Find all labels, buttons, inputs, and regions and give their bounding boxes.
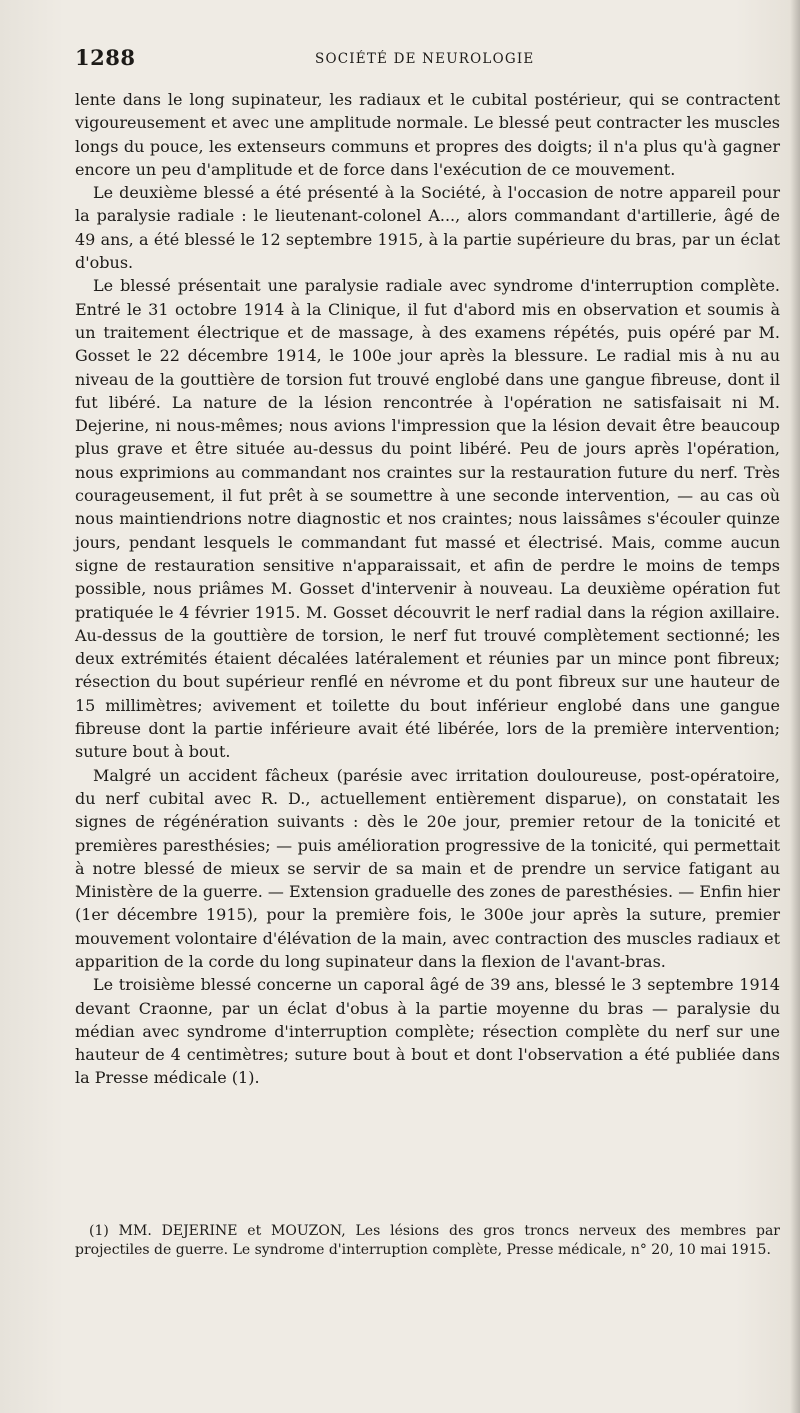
body-text: [75, 88, 780, 1090]
footnote: [75, 1222, 780, 1261]
page-number: 1288: [75, 45, 136, 70]
paragraph-case-history: Le blessé présentait une paralysie radiale avec syndrome d'interruption complète. Entré le 31 octobre 1914 à la Clinique, il fut d'abord mis en observation et soumis à un traitement électrique et de massage, à des examens répétés, puis opéré par M. Gosset le 22 décembre 1914, le 100e jour après la blessure. Le radial mis à nu au niveau de la gouttière de torsion fut trouvé englobé dans une gangue fibreuse, dont il fut libéré. La nature de la lésion rencontrée à l'opération ne satisfaisait ni M. Dejerine, ni nous-mêmes; nous avions l'impression que la lésion devait être beaucoup plus grave et être située au-dessus du point libéré. Peu de jours après l'opération, nous exprimions au commandant nos craintes sur la restauration future du nerf. Très courageusement, il fut prêt à se soumettre à une seconde intervention, — au cas où nous maintiendrions notre diagnostic et nos craintes; nous laissâmes s'écouler quinze jours, pendant lesquels le commandant fut massé et électrisé. Mais, comme aucun signe de restauration sensitive n'apparaissait, et afin de perdre le moins de temps possible, nous priâmes M. Gosset d'intervenir à nouveau. La deuxième opération fut pratiquée le 4 février 1915. M. Gosset découvrit le nerf radial dans la région axillaire. Au-dessus de la gouttière de torsion, le nerf fut trouvé complètement sectionné; les deux extrémités étaient décalées latéralement et réunies par un mince pont fibreux; résection du bout supérieur renflé en névrome et du pont fibreux sur une hauteur de 15 millimètres; avivement et toilette du bout inférieur englobé dans une gangue fibreuse dont la partie inférieure avait été libérée, lors de la première intervention; suture bout à bout.: [75, 276, 780, 762]
footnote-text: (1) MM. DEJERINE et MOUZON, Les lésions des gros troncs nerveux des membres par projectiles de guerre. Le syndrome d'interruption complète, Presse médicale, n° 20, 10 mai 1915.: [75, 1223, 780, 1259]
paragraph-third-patient: Le troisième blessé concerne un caporal âgé de 39 ans, blessé le 3 septembre 1914 devant Craonne, par un éclat d'obus à la partie moyenne du bras — paralysie du médian avec syndrome d'interruption complète; résection complète du nerf sur une hauteur de 4 centimètres; suture bout à bout et dont l'observation a été publiée dans la Presse médicale (1).: [75, 975, 780, 1088]
page-edge-shadow: [790, 0, 800, 1413]
paragraph-second-patient: Le deuxième blessé a été présenté à la Société, à l'occasion de notre appareil pour la paralysie radiale : le lieutenant-colonel A..., alors commandant d'artillerie, âgé de 49 ans, a été blessé le 12 septembre 1915, à la partie supérieure du bras, par un éclat d'obus.: [75, 183, 780, 273]
page-header: [75, 45, 780, 75]
paragraph-regeneration: Malgré un accident fâcheux (parésie avec irritation douloureuse, post-opératoire, du nerf cubital avec R. D., actuellement entièrement disparue), on constatait les signes de régénération suivants : dès le 20e jour, premier retour de la tonicité et premières paresthésies; — puis amélioration progressive de la tonicité, qui permettait à notre blessé de mieux se servir de sa main et de prendre un service fatigant au Ministère de la guerre. — Extension graduelle des zones de paresthésies. — Enfin hier (1er décembre 1915), pour la première fois, le 300e jour après la suture, premier mouvement volontaire d'élévation de la main, avec contraction des muscles radiaux et apparition de la corde du long supinateur dans la flexion de l'avant-bras.: [75, 765, 780, 971]
running-head: SOCIÉTÉ DE NEUROLOGIE: [315, 51, 535, 67]
paragraph-continuation: lente dans le long supinateur, les radiaux et le cubital postérieur, qui se contractent vigoureusement et avec une amplitude normale. Le blessé peut contracter les muscles longs du pouce, les extenseurs communs et propres des doigts; il n'a plus qu'à gagner encore un peu d'amplitude et de force dans l'exécution de ce mouvement.: [75, 90, 780, 179]
